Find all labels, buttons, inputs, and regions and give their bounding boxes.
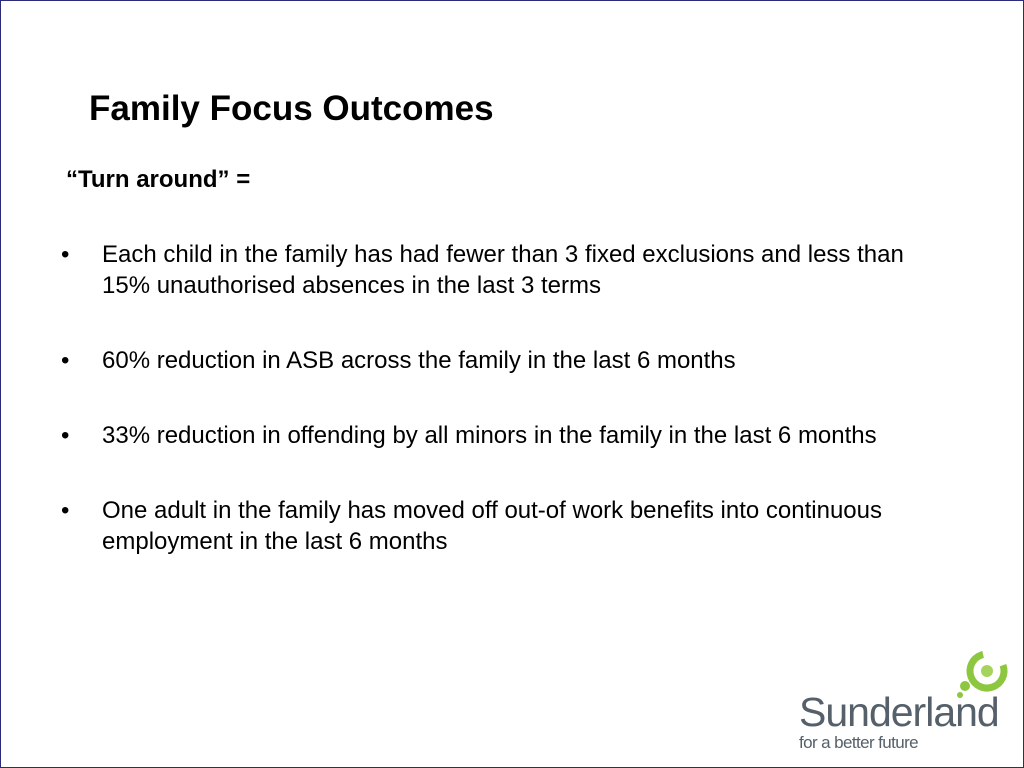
logo-wordmark: Sunderland <box>799 689 999 735</box>
bullet-text: Each child in the family has had fewer than 3 fixed exclusions and less than 15% unauthorised absences in the last 3 terms <box>102 241 904 299</box>
sunderland-logo <box>797 641 1017 761</box>
slide-title: Family Focus Outcomes <box>89 89 494 128</box>
bullet-dot: • <box>61 347 70 374</box>
bullet-item <box>61 495 951 557</box>
bullet-item <box>61 420 951 451</box>
slide-subtitle: “Turn around” = <box>66 166 251 193</box>
bullet-text: 60% reduction in ASB across the family in the last 6 months <box>102 347 736 374</box>
bullet-list <box>61 239 951 601</box>
bullet-item <box>61 345 951 376</box>
bullet-dot: • <box>61 241 70 268</box>
bullet-dot: • <box>61 497 70 524</box>
bullet-dot: • <box>61 422 70 449</box>
bullet-text: One adult in the family has moved off out-of work benefits into continuous employment in the last 6 months <box>102 497 882 555</box>
bullet-item <box>61 239 951 301</box>
logo-tagline: for a better future <box>799 733 919 752</box>
bullet-text: 33% reduction in offending by all minors in the family in the last 6 months <box>102 422 877 449</box>
